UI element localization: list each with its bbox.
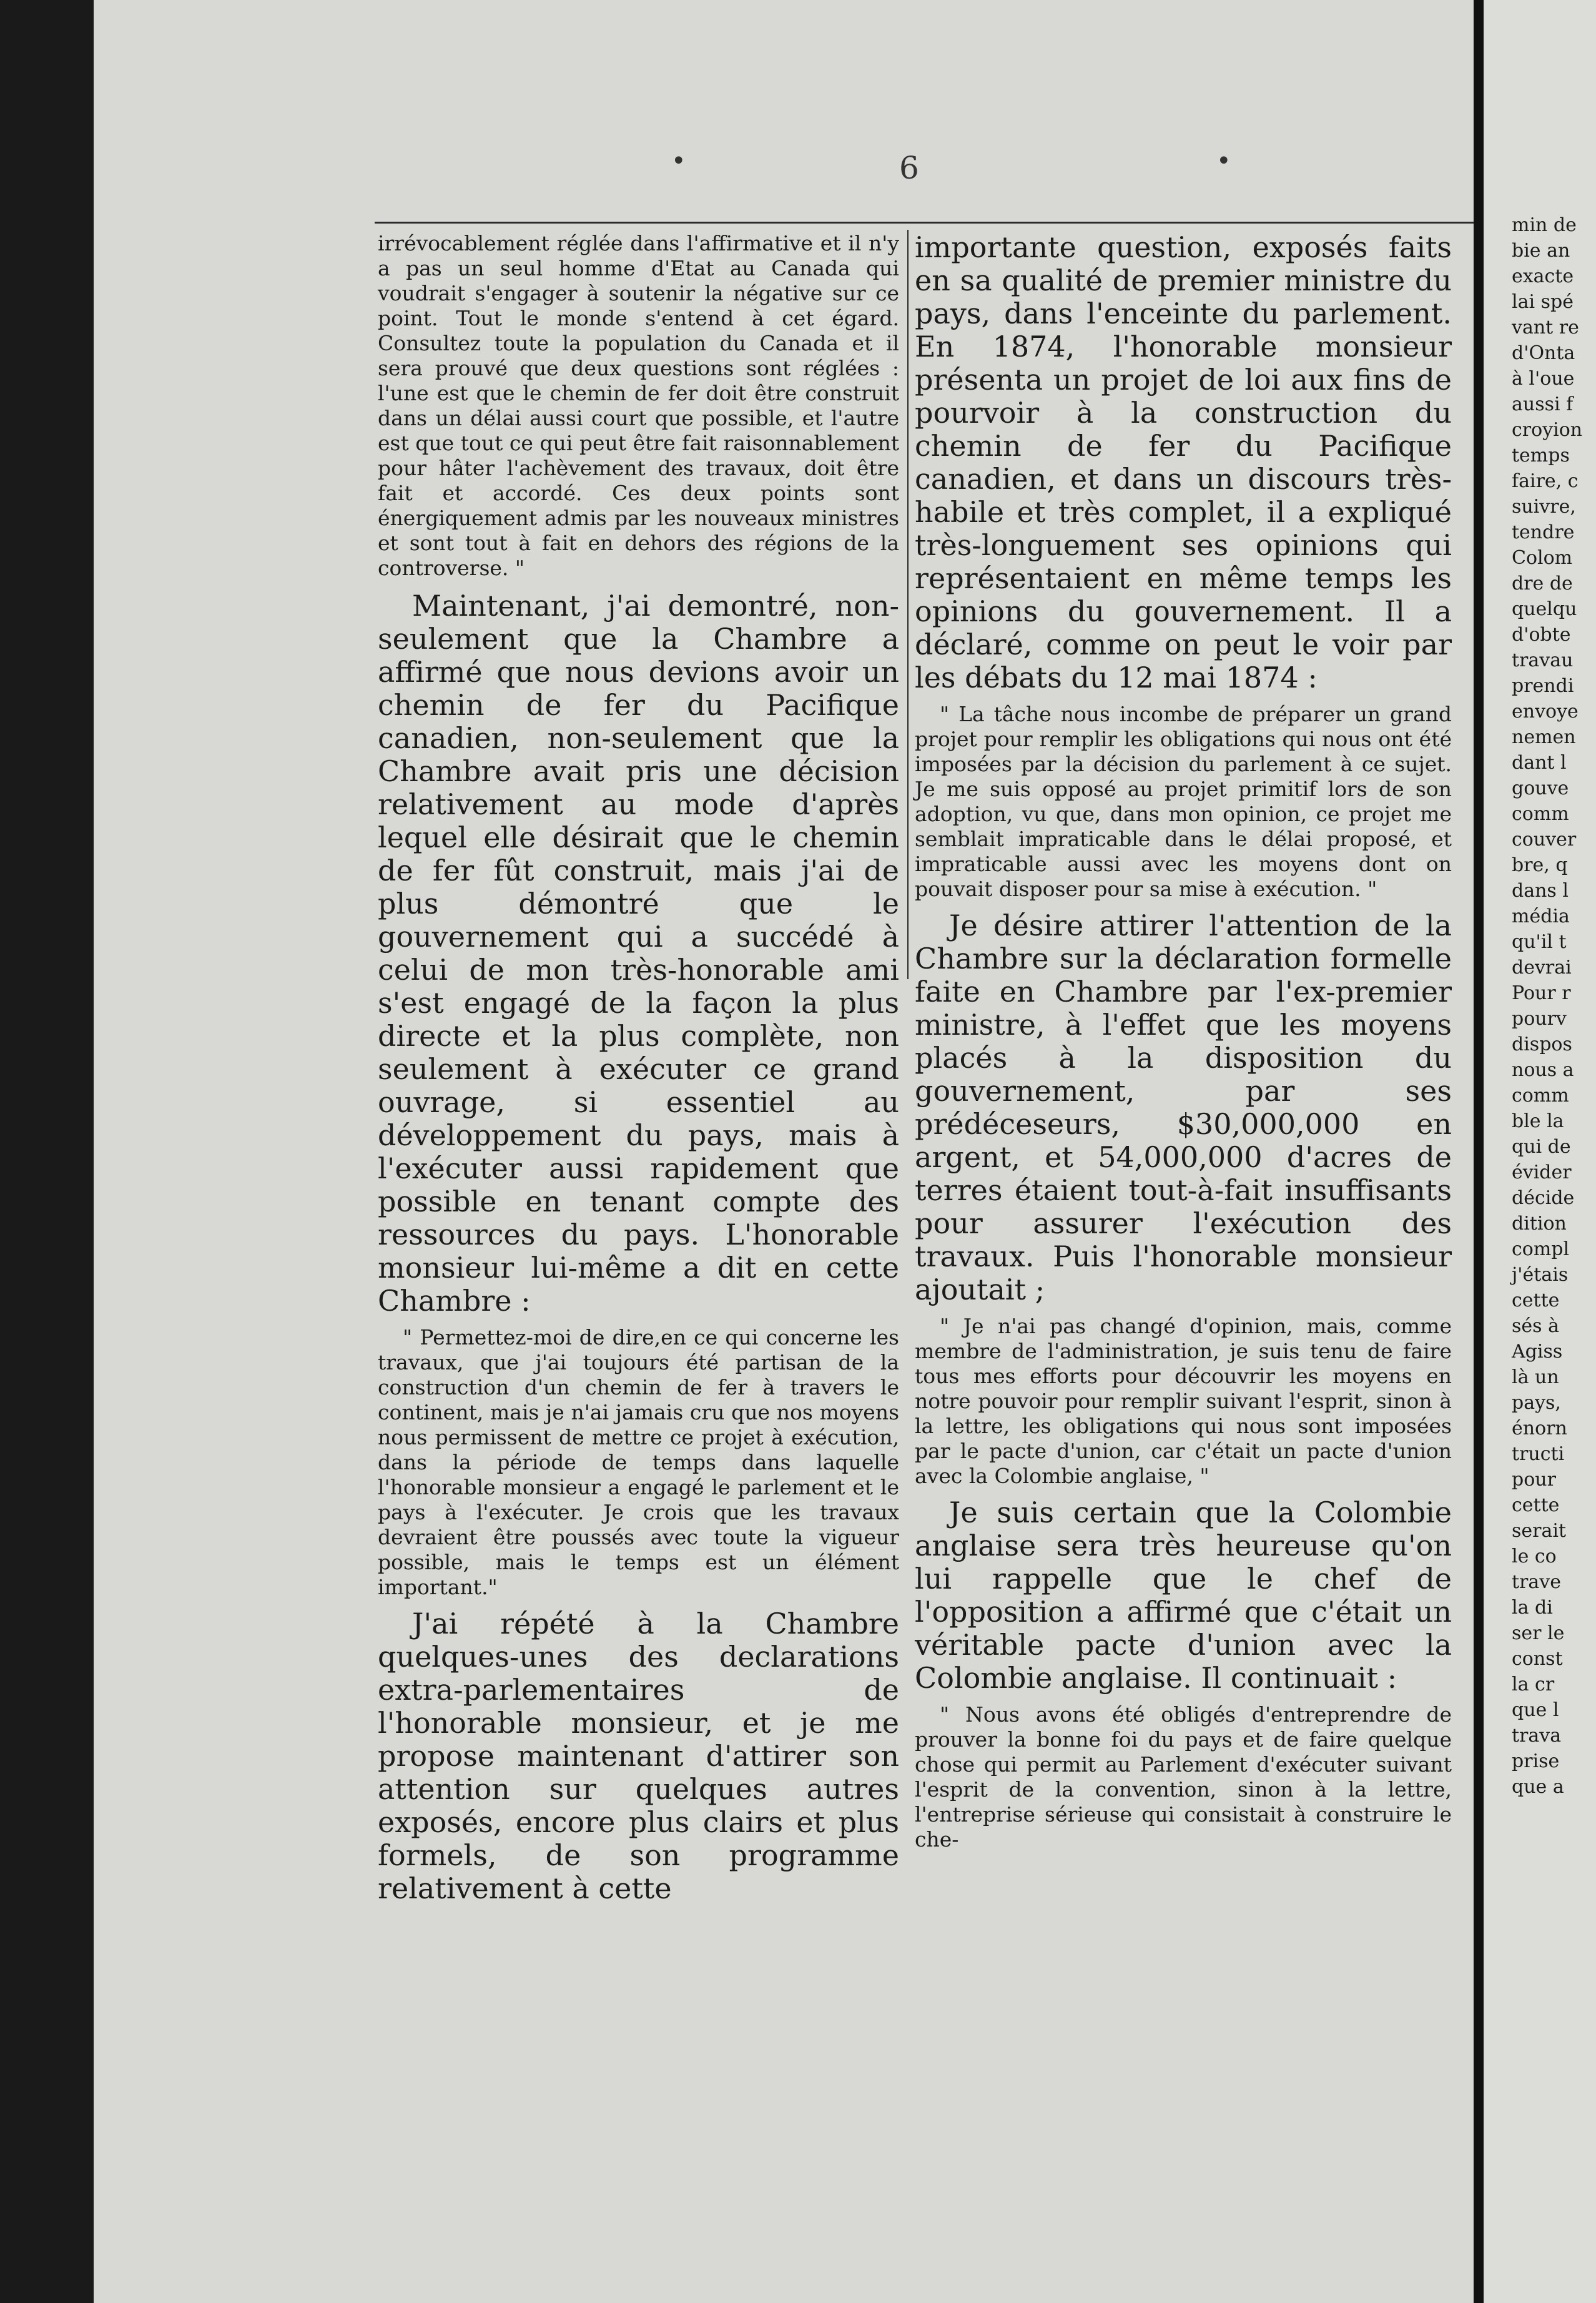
- fragment-line: serait: [1512, 1520, 1567, 1542]
- next-page-edge: [1484, 0, 1596, 2303]
- quoted-paragraph: " Je n'ai pas changé d'opinion, mais, comme membre de l'administration, je suis tenu de faire tous mes efforts pour découvrir les moyens en notre pouvoir pour remplir suivant l'esprit, sinon à la lettre, les obligations qui nous sont imposées par le pacte d'union, car c'était un pacte d'union avec la Colombie anglaise, ": [915, 1314, 1452, 1488]
- fragment-line: dre de: [1512, 573, 1573, 594]
- fragment-line: j'étais: [1512, 1264, 1569, 1286]
- fragment-line: cette: [1512, 1494, 1560, 1516]
- fragment-line: trave: [1512, 1571, 1561, 1593]
- fragment-line: tructi: [1512, 1443, 1565, 1465]
- fragment-line: média: [1512, 905, 1570, 927]
- quoted-paragraph: " Nous avons été obligés d'entreprendre de prouver la bonne foi du pays et de faire quelque chose qui permit au Parlement d'exécuter suivant l'esprit de la convention, sinon à la lettre, l'entreprise sérieuse qui consistait à construire le che-: [915, 1702, 1452, 1852]
- fragment-line: exacte: [1512, 265, 1574, 287]
- fragment-line: suivre,: [1512, 496, 1576, 518]
- fragment-line: pourv: [1512, 1008, 1567, 1030]
- fragment-line: travau: [1512, 649, 1574, 671]
- fragment-line: bie an: [1512, 240, 1570, 262]
- paragraph: Je suis certain que la Colombie anglaise sera très heureuse qu'on lui rappelle que le chef de l'opposition a affirmé que c'était un véritable pacte d'union avec la Colombie anglaise. Il continuait :: [915, 1496, 1452, 1695]
- fragment-line: qu'il t: [1512, 931, 1567, 953]
- fragment-line: comm: [1512, 1085, 1569, 1107]
- paragraph: Maintenant, j'ai demontré, non-seulement que la Chambre a affirmé que nous devions avoir un chemin de fer du Pacifique canadien, non-seulement que la Chambre avait pris une décision relativement au mode d'après lequel elle désirait que le chemin de fer fût construit, mais j'ai de plus démontré que le gouvernement qui a succédé à celui de mon très-honorable ami s'est engagé de la façon la plus directe et la plus complète, non seulement à exécuter ce grand ouvrage, si essentiel au développement du pays, mais à l'exécuter aussi rapidement que possible en tenant compte des ressources du pays. L'honorable monsieur lui-même a dit en cette Chambre :: [378, 589, 899, 1318]
- fragment-line: croyion: [1512, 419, 1583, 441]
- fragment-line: envoye: [1512, 701, 1579, 722]
- fragment-line: le co: [1512, 1546, 1557, 1567]
- paragraph: importante question, exposés faits en sa qualité de premier ministre du pays, dans l'enceinte du parlement. En 1874, l'honorable monsieur présenta un projet de loi aux fins de pourvoir à la construction du chemin de fer du Pacifique canadien, et dans un discours très-habile et très complet, il a expliqué très-longuement ses opinions qui représentaient en même temps les opinions du gouvernement. Il a déclaré, comme on peut le voir par les débats du 12 mai 1874 :: [915, 230, 1452, 694]
- printer-mark: •: [671, 147, 686, 175]
- fragment-line: dition: [1512, 1213, 1567, 1235]
- fragment-line: lai spé: [1512, 291, 1574, 313]
- fragment-line: Colom: [1512, 547, 1573, 569]
- paragraph: J'ai répété à la Chambre quelques-unes des declarations extra-parlementaires de l'honorable monsieur, et je me propose maintenant d'attirer son attention sur quelques autres exposés, encore plus clairs et plus formels, de son programme relativement à cette: [378, 1607, 899, 1905]
- column-rule: [907, 230, 909, 979]
- fragment-line: vant re: [1512, 317, 1579, 338]
- quoted-paragraph: " Permettez-moi de dire,en ce qui concerne les travaux, que j'ai toujours été partisan de la construction d'un chemin de fer à travers le continent, mais je n'ai jamais cru que nos moyens nous permissent de mettre ce projet à exécution, dans la période de temps dans laquelle l'honorable monsieur a engagé le parlement et le pays à l'exécuter. Je crois que les travaux devraient être poussés avec toute la vigueur possible, mais le temps est un élément important.": [378, 1325, 899, 1599]
- fragment-line: temps: [1512, 445, 1570, 466]
- left-column: [378, 231, 899, 1913]
- fragment-line: compl: [1512, 1238, 1570, 1260]
- fragment-line: d'obte: [1512, 624, 1571, 646]
- quoted-paragraph: " La tâche nous incombe de préparer un grand projet pour remplir les obligations qui nous ont été imposées par la décision du parlement à ce sujet. Je me suis opposé au projet primitif lors de son adoption, vu que, dans mon opinion, ce projet me semblait impraticable dans le délai proposé, et impraticable aussi avec les moyens dont on pouvait disposer pour sa mise à exécution. ": [915, 702, 1452, 901]
- fragment-line: const: [1512, 1648, 1563, 1670]
- fragment-line: prise: [1512, 1750, 1560, 1772]
- header-rule: [375, 222, 1474, 224]
- fragment-line: la di: [1512, 1597, 1553, 1619]
- right-column: [915, 231, 1452, 1860]
- page-gutter: [1474, 0, 1484, 2303]
- fragment-line: couver: [1512, 829, 1577, 851]
- fragment-line: dant l: [1512, 752, 1567, 774]
- fragment-line: nemen: [1512, 726, 1576, 748]
- fragment-line: dispos: [1512, 1033, 1572, 1055]
- fragment-line: là un: [1512, 1366, 1559, 1388]
- fragment-line: que l: [1512, 1699, 1559, 1721]
- fragment-line: Agiss: [1512, 1341, 1563, 1363]
- fragment-line: pour: [1512, 1469, 1556, 1491]
- fragment-line: ble la: [1512, 1110, 1564, 1132]
- paragraph: Je désire attirer l'attention de la Chambre sur la déclaration formelle faite en Chambre par l'ex-premier ministre, à l'effet que les moyens placés à la disposition du gouvernement, par ses prédéceseurs, $30,000,000 en argent, et 54,000,000 d'acres de terres étaient tout-à-fait insuffisants pour assurer l'exécution des travaux. Puis l'honorable monsieur ajoutait ;: [915, 909, 1452, 1306]
- fragment-line: sés à: [1512, 1315, 1559, 1337]
- fragment-line: d'Onta: [1512, 342, 1575, 364]
- fragment-line: cette: [1512, 1290, 1560, 1311]
- fragment-line: ser le: [1512, 1622, 1565, 1644]
- fragment-line: dans l: [1512, 880, 1569, 902]
- fragment-line: comm: [1512, 803, 1569, 825]
- fragment-line: décide: [1512, 1187, 1575, 1209]
- page-number: 6: [899, 150, 919, 186]
- fragment-line: nous a: [1512, 1059, 1574, 1081]
- next-page-fragment: [1484, 212, 1596, 1800]
- fragment-line: énorn: [1512, 1418, 1567, 1439]
- fragment-line: gouve: [1512, 777, 1569, 799]
- fragment-line: min de: [1512, 214, 1577, 236]
- fragment-line: devrai: [1512, 957, 1572, 979]
- printer-mark: •: [1216, 147, 1231, 175]
- fragment-line: prendi: [1512, 675, 1574, 697]
- fragment-line: bre, q: [1512, 854, 1568, 876]
- fragment-line: Pour r: [1512, 982, 1571, 1004]
- fragment-line: évider: [1512, 1161, 1572, 1183]
- fragment-line: aussi f: [1512, 393, 1574, 415]
- fragment-line: qui de: [1512, 1136, 1571, 1158]
- fragment-line: faire, c: [1512, 470, 1579, 492]
- fragment-line: tendre: [1512, 521, 1575, 543]
- fragment-line: que a: [1512, 1776, 1564, 1798]
- fragment-line: à l'oue: [1512, 368, 1575, 390]
- paragraph: irrévocablement réglée dans l'affirmative et il n'y a pas un seul homme d'Etat au Canada qui voudrait s'engager à soutenir la négative sur ce point. Tout le monde s'entend à cet égard. Consultez toute la population du Canada et il sera prouvé que deux questions sont réglées : l'une est que le chemin de fer doit être construit dans un délai aussi court que possible, et l'autre est que tout ce qui peut être fait raisonnablement pour hâter l'achèvement des travaux, doit être fait et accordé. Ces deux points sont énergiquement admis par les nouveaux ministres et sont tout à fait en dehors des régions de la controverse. ": [378, 231, 899, 580]
- fragment-line: trava: [1512, 1725, 1562, 1747]
- fragment-line: pays,: [1512, 1392, 1561, 1414]
- fragment-line: la cr: [1512, 1674, 1555, 1695]
- fragment-line: quelqu: [1512, 598, 1577, 620]
